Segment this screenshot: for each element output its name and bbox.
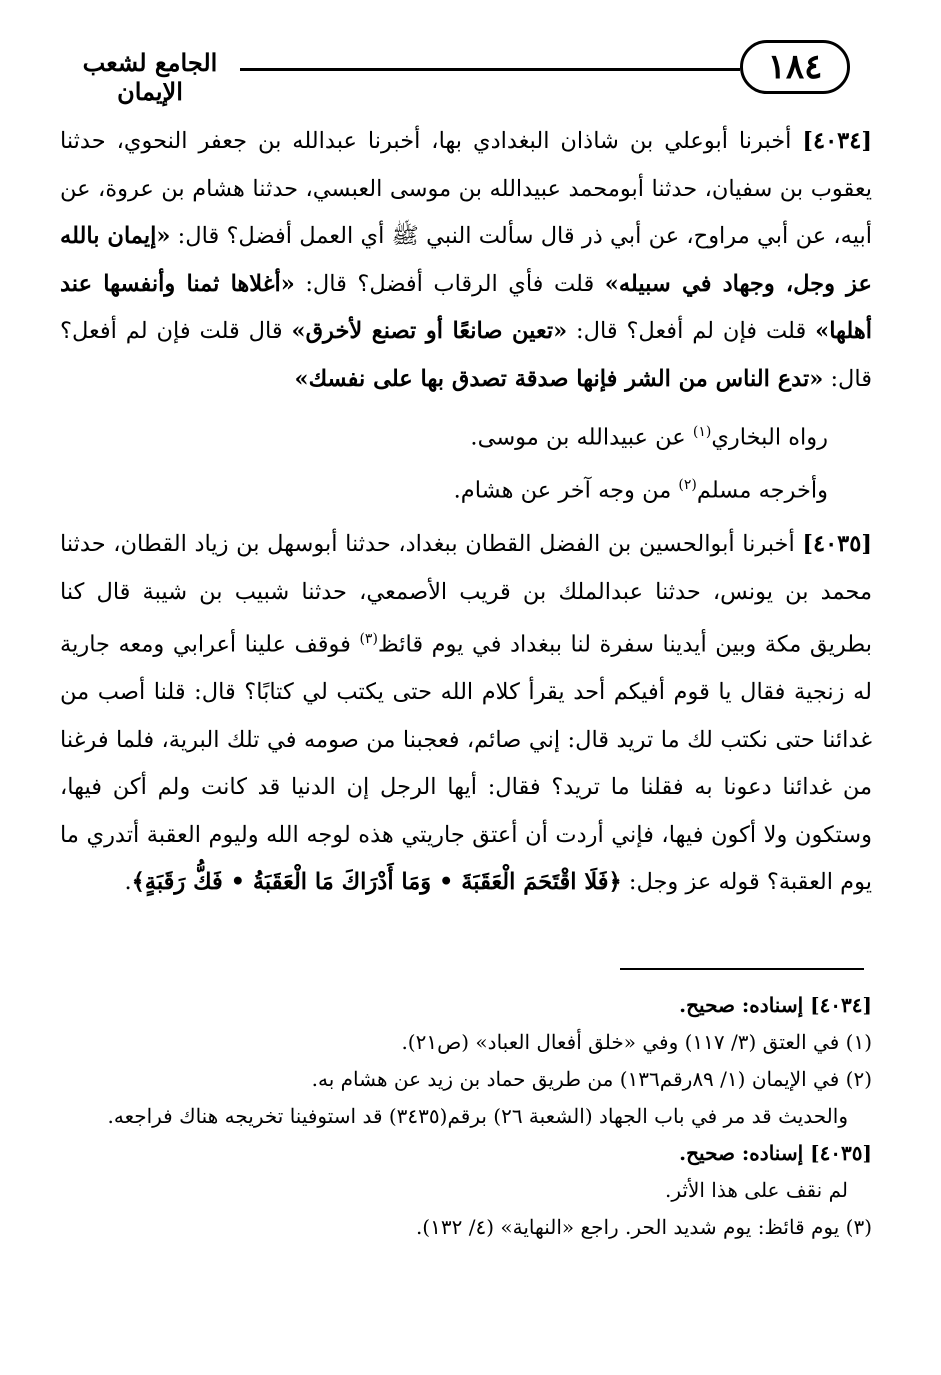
hadith-number: [٤٠٣٤] — [802, 128, 872, 154]
hadith-text: فوقف علينا أعرابي ومعه جارية له زنجية فقال يا قوم أفيكم أحد يقرأ كلام الله حتى يكتب لي كتابًا؟ قال: قلنا أصب من غدائنا حتى نكتب لك ما تريد قال: إني صائم، فعجبنا من صومه في تلك البرية، فلما فرغنا من غدائنا دعونا به فقلنا ما تريد؟ فقال: أيها الرجل إن الدنيا قد كانت ولم أكن فيها، وستكون ولا أكون فيها، فإني أردت أن أعتق جاريتي هذه لوجه الله وليوم العقبة أتدري ما يوم العقبة؟ قوله عز وجل: — [60, 631, 872, 895]
footnote-divider — [620, 968, 864, 970]
quran-verse: ﴿فَلَا اقْتَحَمَ الْعَقَبَةَ • وَمَا أَدْرَاكَ مَا الْعَقَبَةُ • فَكُّ رَقَبَةٍ﴾ — [131, 869, 622, 895]
hadith-quote: «تعين صانعًا أو تصنع لأخرق» — [291, 318, 568, 344]
hadith-text: قلت فأي الرقاب أفضل؟ قال: — [294, 270, 605, 297]
footnote-text: إسناده: صحيح. — [679, 1141, 811, 1165]
hadith-4034 — [60, 118, 872, 403]
footnote-marker: (١) — [692, 424, 712, 440]
hadith-quote: «تدع الناس من الشر فإنها صدقة تصدق بها على نفسك» — [294, 365, 824, 392]
hadith-text: قال قلت فإن لم أفعل؟ قال: — [60, 318, 872, 392]
hadith-text: أخبرنا أبوعلي بن شاذان البغدادي بها، أخبرنا عبدالله بن جعفر النحوي، حدثنا يعقوب بن سفيان، حدثنا أبومحمد عبيدالله بن موسى العبسي، حدثنا هشام بن عروة، عن أبيه، عن أبي مراوح، عن أبي ذر قال سألت النبي ﷺ أي العمل أفضل؟ قال: — [60, 128, 873, 249]
footnote-4035 — [60, 1135, 872, 1172]
bukhari-text: عن عبيدالله بن موسى. — [470, 424, 693, 451]
main-text — [60, 118, 872, 907]
footnote-2: (٢) في الإيمان (١/ ٨٩رقم١٣٦) من طريق حماد بن زيد عن هشام به. — [311, 1067, 872, 1091]
footnote-marker: (٣) — [359, 631, 378, 647]
book-title: الجامع لشعب الإيمان — [82, 48, 218, 106]
footnote-3: (٣) يوم قائظ: يوم شديد الحر. راجع «النهاية» (٤/ ١٣٢). — [415, 1215, 872, 1239]
footnote-number: [٤٠٣٤] — [810, 993, 872, 1017]
hadith-number: [٤٠٣٥] — [802, 531, 872, 557]
footnote-2-extra: والحديث قد مر في باب الجهاد (الشعبة ٢٦) برقم(٣٤٣٥) قد استوفينا تخريجه هناك فراجعه. — [107, 1104, 848, 1128]
header-rule — [240, 68, 740, 71]
muslim-text: من وجه آخر عن هشام. — [453, 477, 679, 504]
hadith-quote: «إيمان بالله عز وجل، وجهاد في سبيله» — [60, 223, 872, 297]
footnotes — [60, 987, 872, 1246]
hadith-text: قلت فإن لم أفعل؟ قال: — [567, 318, 816, 344]
footnote-1: (١) في العتق (٣/ ١١٧) وفي «خلق أفعال العباد» (ص٢١). — [401, 1030, 872, 1054]
bukhari-text: رواه البخاري — [711, 424, 828, 451]
footnote-marker: (٢) — [678, 477, 697, 493]
muslim-text: وأخرجه مسلم — [696, 477, 828, 504]
page-number: ١٨٤ — [740, 40, 850, 94]
footnote-4035-extra: لم نقف على هذا الأثر. — [665, 1178, 848, 1202]
end-mark: . — [124, 869, 132, 895]
footnote-text: إسناده: صحيح. — [679, 993, 811, 1017]
hadith-quote: «أغلاها ثمنا وأنفسها عند أهلها» — [60, 270, 872, 344]
hadith-text: أخبرنا أبوالحسين بن الفضل القطان ببغداد، حدثنا أبوسهل بن زياد القطان، حدثنا محمد بن يونس، حدثنا عبدالملك بن قريب الأصمعي، حدثنا شبيب بن شيبة قال كنا بطريق مكة وبين أيدينا سفرة لنا ببغداد في يوم قائظ — [60, 531, 872, 658]
hadith-4035 — [60, 521, 872, 907]
footnote-number: [٤٠٣٥] — [810, 1141, 872, 1165]
bukhari-line — [60, 409, 872, 462]
muslim-line — [60, 462, 872, 515]
page-header — [60, 40, 850, 106]
footnote-4034 — [60, 987, 872, 1024]
